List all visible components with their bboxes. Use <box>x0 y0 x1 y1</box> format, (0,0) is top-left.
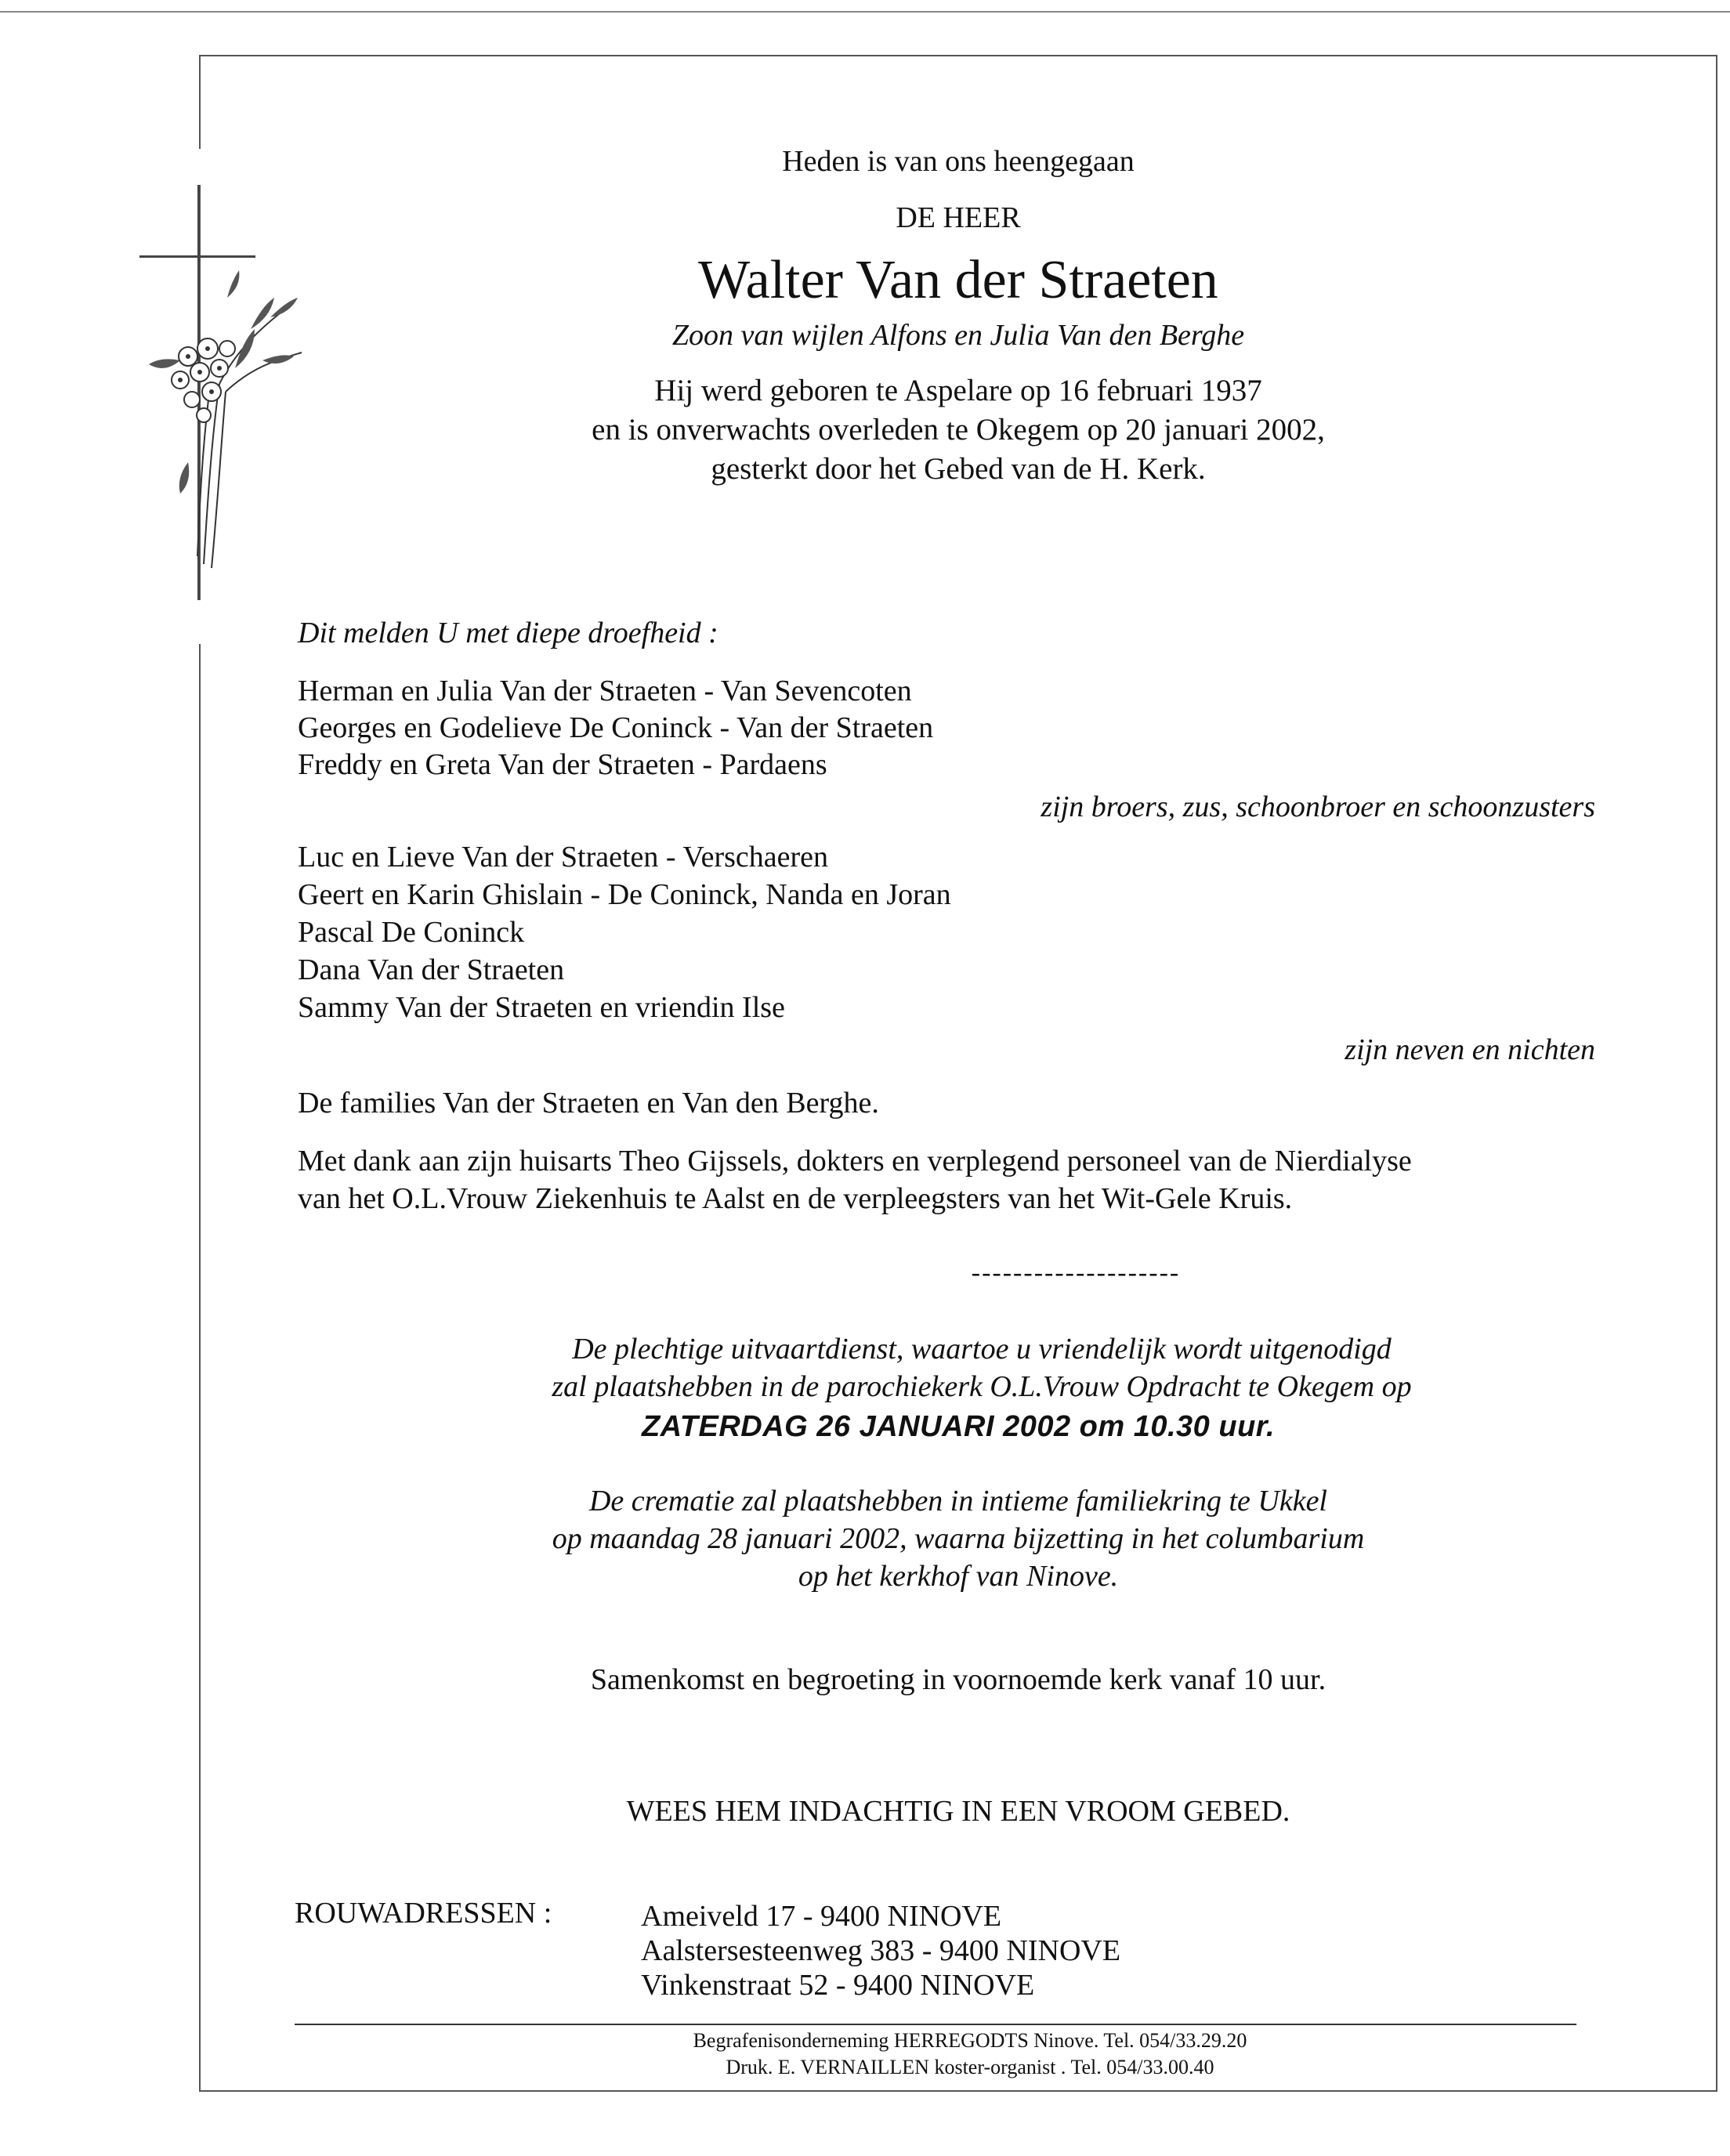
family-member-line: Dana Van der Straeten <box>298 953 565 986</box>
bio-line-3: gesterkt door het Gebed van de H. Kerk. <box>711 452 1206 486</box>
relation-line: zijn broers, zus, schoonbroer en schoonzusters <box>1041 790 1595 823</box>
title-prefix: DE HEER <box>896 201 1021 234</box>
footer-line-2: Druk. E. VERNAILLEN koster-organist . Tel. 054/33.00.40 <box>726 2056 1214 2078</box>
page-frame <box>199 55 1717 2092</box>
family-member-line: Sammy Van der Straeten en vriendin Ilse <box>298 991 785 1024</box>
prayer-line: WEES HEM INDACHTIG IN EEN VROOM GEBED. <box>626 1795 1290 1828</box>
thanks-line-1: Met dank aan zijn huisarts Theo Gijssels, dokters en verplegend personeel van de Nierdialyse <box>298 1145 1412 1177</box>
gathering-line: Samenkomst en begroeting in voornoemde kerk vanaf 10 uur. <box>590 1663 1326 1696</box>
footer-rule <box>295 2024 1576 2025</box>
bio-line-1: Hij werd geboren te Aspelare op 16 februari 1937 <box>654 374 1262 407</box>
deceased-name: Walter Van der Straeten <box>698 250 1218 310</box>
family-member-line: Herman en Julia Van der Straeten - Van Sevencoten <box>298 675 912 707</box>
address-line: Aalstersesteenweg 383 - 9400 NINOVE <box>641 1934 1121 1967</box>
footer-line-1: Begrafenisonderneming HERREGODTS Ninove. Tel. 054/33.29.20 <box>693 2029 1247 2052</box>
separator-dashes: -------------------- <box>971 1258 1181 1287</box>
intro-line: Heden is van ons heengegaan <box>782 145 1135 178</box>
family-member-line: Luc en Lieve Van der Straeten - Verschaeren <box>298 841 829 874</box>
service-line-1: De plechtige uitvaartdienst, waartoe u vriendelijk wordt uitgenodigd <box>572 1333 1392 1366</box>
family-member-line: Geert en Karin Ghislain - De Coninck, Nanda en Joran <box>298 878 951 911</box>
frame-gap <box>196 600 204 644</box>
cremation-line-1: De crematie zal plaatshebben in intieme familiekring te Ukkel <box>588 1485 1327 1518</box>
service-line-2: zal plaatshebben in de parochiekerk O.L.Vrouw Opdracht te Okegem op <box>552 1370 1412 1403</box>
service-date: ZATERDAG 26 JANUARI 2002 om 10.30 uur. <box>641 1410 1276 1443</box>
cremation-line-3: op het kerkhof van Ninove. <box>798 1560 1119 1593</box>
relation-line: zijn neven en nichten <box>1345 1033 1595 1066</box>
top-edge-rule <box>0 11 1730 13</box>
parents-line: Zoon van wijlen Alfons en Julia Van den Berghe <box>671 319 1245 352</box>
announcement-intro: Dit melden U met diepe droefheid : <box>298 617 718 649</box>
cremation-line-2: op maandag 28 januari 2002, waarna bijzetting in het columbarium <box>552 1522 1365 1555</box>
families-line: De families Van der Straeten en Van den Berghe. <box>298 1087 879 1120</box>
addresses-label: ROUWADRESSEN : <box>295 1897 552 1930</box>
family-member-line: Georges en Godelieve De Coninck - Van der Straeten <box>298 711 934 744</box>
address-line: Vinkenstraat 52 - 9400 NINOVE <box>641 1969 1035 2002</box>
family-member-line: Pascal De Coninck <box>298 916 525 949</box>
thanks-line-2: van het O.L.Vrouw Ziekenhuis te Aalst en de verpleegsters van het Wit-Gele Kruis. <box>298 1182 1293 1215</box>
bio-line-2: en is onverwachts overleden te Okegem op 20 januari 2002, <box>592 413 1325 447</box>
family-member-line: Freddy en Greta Van der Straeten - Pardaens <box>298 748 827 781</box>
address-line: Ameiveld 17 - 9400 NINOVE <box>641 1900 1002 1933</box>
